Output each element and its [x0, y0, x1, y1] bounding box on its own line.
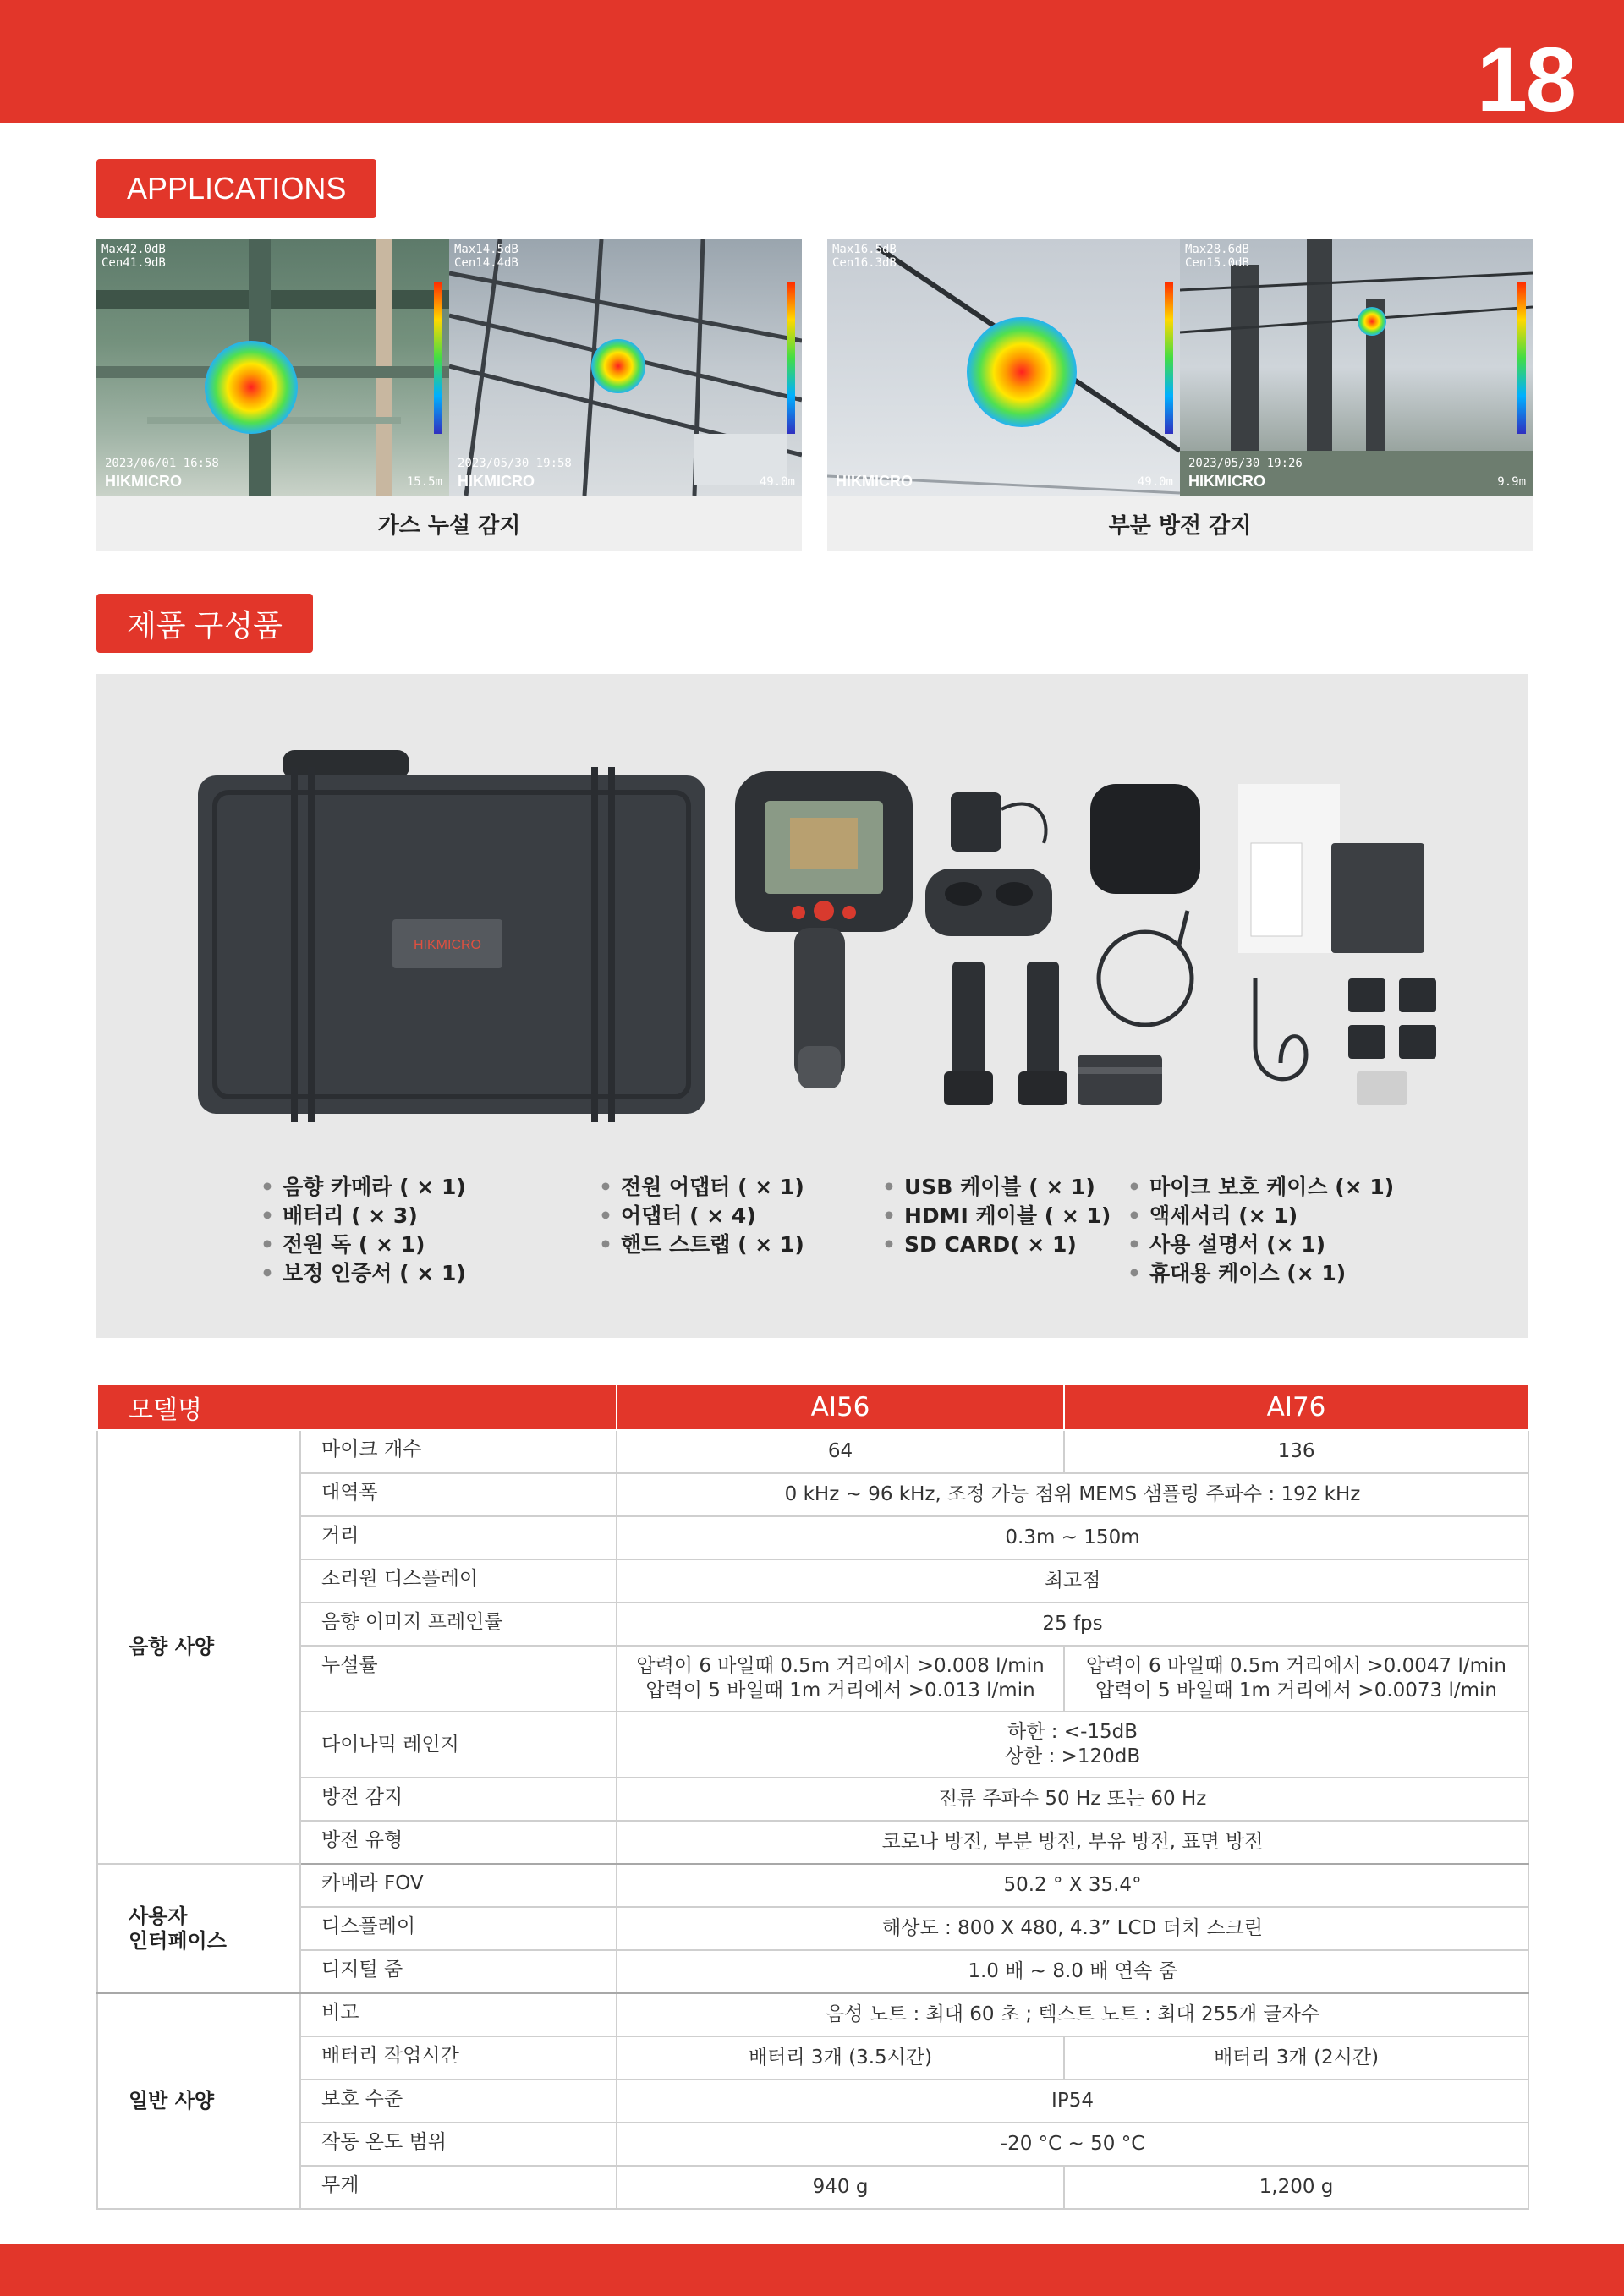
partial-discharge-panel: [827, 239, 1533, 551]
row-label: 방전 감지: [300, 1778, 617, 1821]
timestamp: 2023/06/01 16:58: [105, 457, 219, 470]
timestamp: 2023/05/30 19:58: [458, 457, 572, 470]
cell-ai56: 940 g: [617, 2166, 1064, 2209]
page-number: 18: [1476, 28, 1575, 130]
components-column-2: [595, 1173, 804, 1259]
batteries-graphic: [944, 962, 1067, 1105]
color-scale-bar: [787, 282, 795, 434]
gas-leak-caption: 가스 누설 감지: [377, 512, 521, 539]
components-column-3: [879, 1173, 1111, 1259]
components-badge: 제품 구성품: [96, 594, 313, 653]
cell-value: 25 fps: [617, 1603, 1528, 1646]
list-item: • 보정 인증서 ( × 1): [257, 1259, 466, 1288]
carrying-case-graphic: [198, 750, 705, 1122]
cell-ai56: 64: [617, 1430, 1064, 1473]
distance-readout: 15.5m: [406, 475, 442, 489]
distance-readout: 49.0m: [759, 475, 795, 489]
mic-protection-case-graphic: [1090, 784, 1200, 894]
color-scale-bar: [434, 282, 442, 434]
list-item: • HDMI 케이블 ( × 1): [879, 1202, 1111, 1230]
list-item: • 사용 설명서 (× 1): [1124, 1230, 1394, 1259]
cell-value: 코로나 방전, 부분 방전, 부유 방전, 표면 방전: [617, 1821, 1528, 1864]
timestamp: 2023/05/30 19:26: [1188, 457, 1303, 470]
cell-ai56: 배터리 3개 (3.5시간): [617, 2036, 1064, 2080]
list-item: • 액세서리 (× 1): [1124, 1202, 1394, 1230]
table-row: [97, 2080, 1528, 2123]
row-label: 거리: [300, 1516, 617, 1559]
category-acoustic: 음향 사양: [97, 1430, 300, 1864]
row-label: 디스플레이: [300, 1907, 617, 1950]
hand-strap-graphic: [1078, 1055, 1162, 1105]
table-row: [97, 1778, 1528, 1821]
sound-heatmap: [205, 341, 298, 434]
table-row: [97, 1950, 1528, 1993]
table-row: [97, 1646, 1528, 1712]
table-row: [97, 1712, 1528, 1778]
list-item: • 배터리 ( × 3): [257, 1202, 466, 1230]
gas-leak-image-2: [449, 239, 802, 496]
overlay-readout: Max28.6dB Cen15.0dB: [1185, 243, 1249, 270]
cell-value: 전류 주파수 50 Hz 또는 60 Hz: [617, 1778, 1528, 1821]
sound-heatmap: [967, 317, 1077, 427]
components-column-1: [257, 1173, 466, 1288]
table-row: [97, 1473, 1528, 1516]
acoustic-camera-graphic: [735, 771, 913, 1088]
list-item: • 전원 어댑터 ( × 1): [595, 1173, 804, 1202]
hdmi-cable-graphic: [1255, 978, 1306, 1079]
battery-dock-graphic: [925, 869, 1052, 936]
table-header-row: [97, 1384, 1528, 1430]
row-label: 무게: [300, 2166, 617, 2209]
row-label: 대역폭: [300, 1473, 617, 1516]
category-ui: 사용자 인터페이스: [97, 1864, 300, 1993]
cell-ai76: 배터리 3개 (2시간): [1064, 2036, 1528, 2080]
list-item: • 음향 카메라 ( × 1): [257, 1173, 466, 1202]
table-row: [97, 2166, 1528, 2209]
table-row: [97, 1907, 1528, 1950]
list-item: • 핸드 스트랩 ( × 1): [595, 1230, 804, 1259]
manual-graphic: [1238, 784, 1424, 953]
table-row: [97, 1993, 1528, 2036]
components-column-4: [1124, 1173, 1394, 1288]
cell-value: 50.2 ° X 35.4°: [617, 1864, 1528, 1907]
gas-leak-image-1: [96, 239, 449, 496]
brand-logo: HIKMICRO: [836, 473, 913, 490]
cell-ai76: 압력이 6 바일때 0.5m 거리에서 >0.0047 l/min 압력이 5 바일때 1m 거리에서 >0.0073 l/min: [1064, 1646, 1528, 1712]
list-item: • USB 케이블 ( × 1): [879, 1173, 1111, 1202]
cell-value: 0 kHz ~ 96 kHz, 조정 가능 점위 MEMS 샘플링 주파수 : 192 kHz: [617, 1473, 1528, 1516]
cell-ai76: 1,200 g: [1064, 2166, 1528, 2209]
category-general: 일반 사양: [97, 1993, 300, 2209]
sound-heatmap: [1358, 307, 1386, 336]
distance-readout: 9.9m: [1497, 475, 1526, 489]
table-row: [97, 1430, 1528, 1473]
spec-table: [96, 1384, 1529, 2210]
row-label: 마이크 개수: [300, 1430, 617, 1473]
components-box: [96, 674, 1528, 1338]
color-scale-bar: [1517, 282, 1526, 434]
table-row: [97, 1559, 1528, 1603]
brand-logo: HIKMICRO: [1188, 473, 1265, 490]
cell-value: 최고점: [617, 1559, 1528, 1603]
color-scale-bar: [1165, 282, 1173, 434]
list-item: • 전원 독 ( × 1): [257, 1230, 466, 1259]
cell-value: 음성 노트 : 최대 60 초 ; 텍스트 노트 : 최대 255개 글자수: [617, 1993, 1528, 2036]
row-label: 음향 이미지 프레인률: [300, 1603, 617, 1646]
cell-value: 1.0 배 ~ 8.0 배 연속 줌: [617, 1950, 1528, 1993]
components-photo: [96, 674, 1528, 1131]
header-model: 모델명: [97, 1384, 617, 1430]
cell-value: 해상도 : 800 X 480, 4.3” LCD 터치 스크린: [617, 1907, 1528, 1950]
cell-value: -20 °C ~ 50 °C: [617, 2123, 1528, 2166]
distance-readout: 49.0m: [1137, 475, 1173, 489]
list-item: • 어댑터 ( × 4): [595, 1202, 804, 1230]
cell-ai56: 압력이 6 바일때 0.5m 거리에서 >0.008 l/min 압력이 5 바일때 1m 거리에서 >0.013 l/min: [617, 1646, 1064, 1712]
overlay-readout: Max42.0dB Cen41.9dB: [102, 243, 166, 270]
footer-bar: [0, 2244, 1624, 2296]
row-label: 다이나믹 레인지: [300, 1712, 617, 1778]
applications-badge: APPLICATIONS: [96, 159, 376, 218]
table-row: [97, 2036, 1528, 2080]
gas-leak-panel: [96, 239, 802, 551]
partial-discharge-caption: 부분 방전 감지: [1108, 512, 1252, 539]
partial-discharge-image-2: [1180, 239, 1533, 496]
case-logo: HIKMICRO: [414, 938, 481, 952]
row-label: 작동 온도 범위: [300, 2123, 617, 2166]
brand-logo: HIKMICRO: [105, 473, 182, 490]
row-label: 디지털 줌: [300, 1950, 617, 1993]
table-row: [97, 2123, 1528, 2166]
components-list: [96, 1173, 1528, 1325]
row-label: 소리원 디스플레이: [300, 1559, 617, 1603]
overlay-readout: Max16.5dB Cen16.3dB: [832, 243, 897, 270]
table-row: [97, 1821, 1528, 1864]
cell-value: 0.3m ~ 150m: [617, 1516, 1528, 1559]
sound-heatmap: [591, 339, 645, 393]
table-row: [97, 1603, 1528, 1646]
cell-value: IP54: [617, 2080, 1528, 2123]
plug-adapters-graphic: [1348, 978, 1436, 1105]
header-bar: [0, 0, 1624, 130]
list-item: • SD CARD( × 1): [879, 1230, 1111, 1259]
cell-value: 하한 : <-15dB 상한 : >120dB: [617, 1712, 1528, 1778]
table-row: [97, 1516, 1528, 1559]
overlay-readout: Max14.5dB Cen14.4dB: [454, 243, 518, 270]
list-item: • 휴대용 케이스 (× 1): [1124, 1259, 1394, 1288]
usb-cable-graphic: [1099, 911, 1192, 1025]
row-label: 비고: [300, 1993, 617, 2036]
table-row: [97, 1864, 1528, 1907]
row-label: 방전 유형: [300, 1821, 617, 1864]
list-item: • 마이크 보호 케이스 (× 1): [1124, 1173, 1394, 1202]
row-label: 카메라 FOV: [300, 1864, 617, 1907]
row-label: 누설률: [300, 1646, 617, 1712]
row-label: 보호 수준: [300, 2080, 617, 2123]
row-label: 배터리 작업시간: [300, 2036, 617, 2080]
power-adapter-graphic: [951, 792, 1046, 852]
cell-ai76: 136: [1064, 1430, 1528, 1473]
header-ai76: AI76: [1064, 1384, 1528, 1430]
header-ai56: AI56: [617, 1384, 1064, 1430]
brand-logo: HIKMICRO: [458, 473, 535, 490]
partial-discharge-image-1: [827, 239, 1180, 496]
